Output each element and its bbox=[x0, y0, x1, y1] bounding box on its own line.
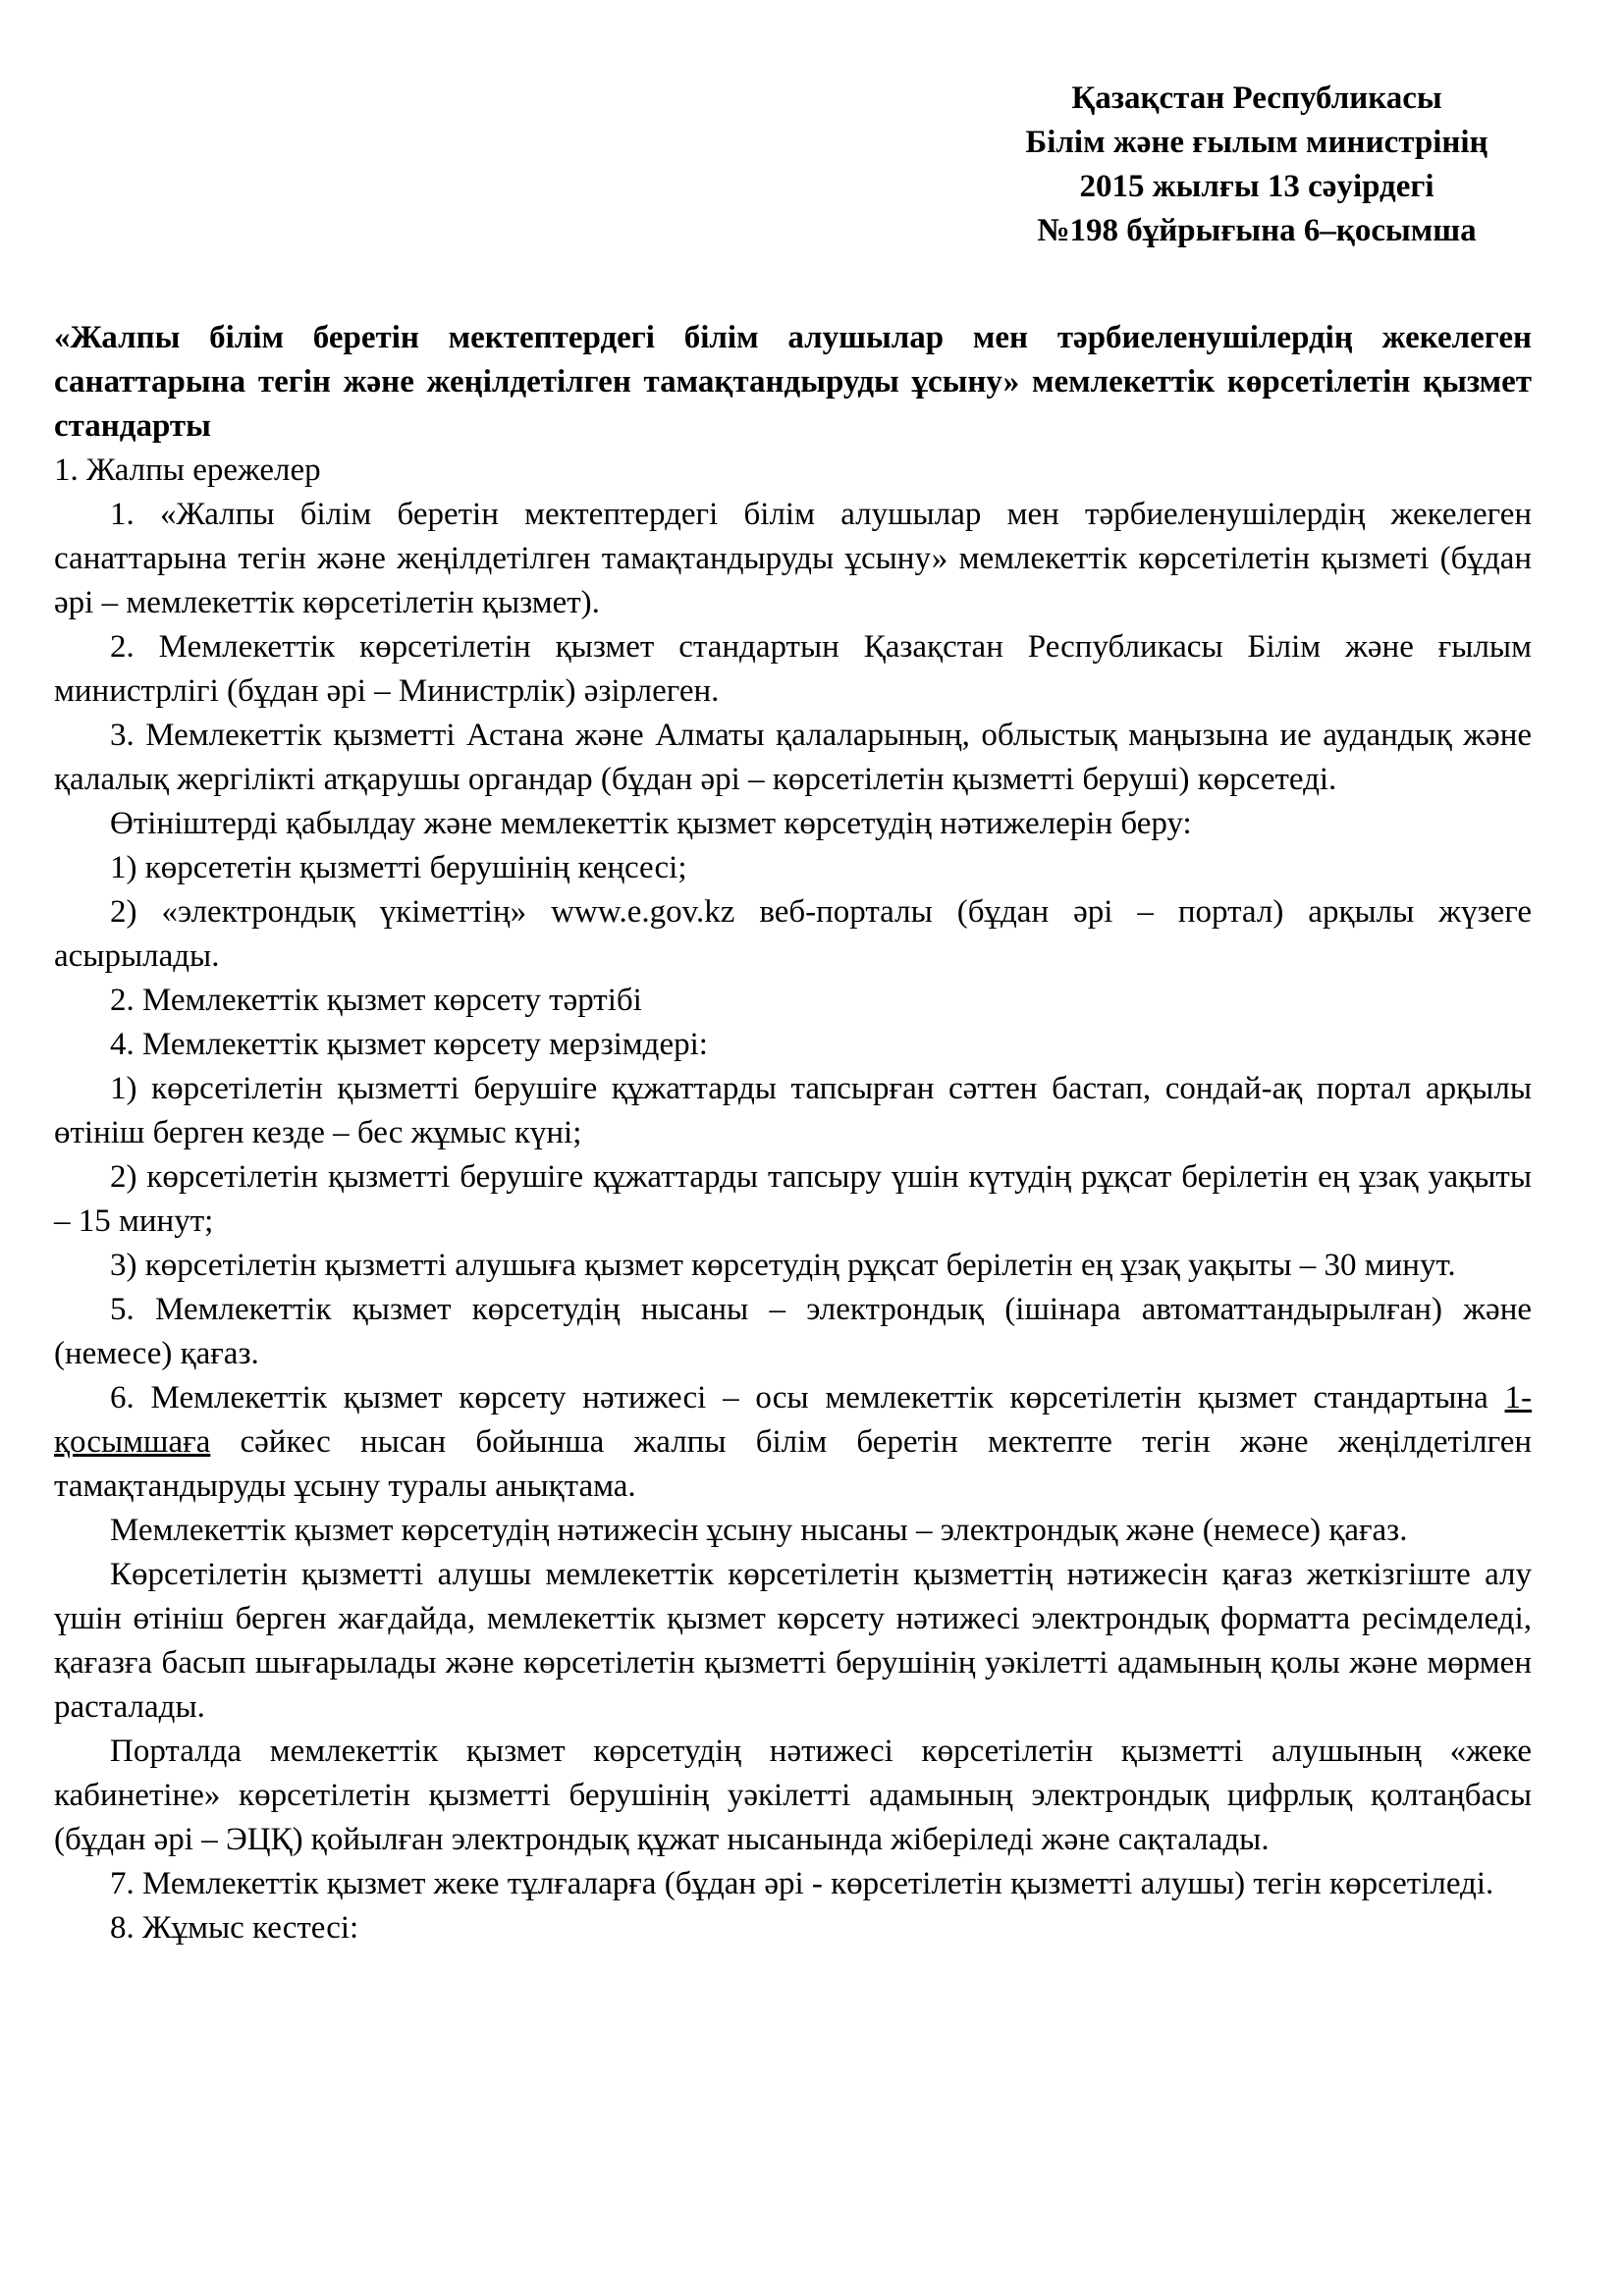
attribution-line-ministry: Білім және ғылым министрінің bbox=[1025, 125, 1488, 160]
document-title: «Жалпы білім беретін мектептердегі білім алушылар мен тәрбиеленушілердің жекелеген санаттарына тегін және жеңілдетілген тамақтандыруды ұсыну» мемлекеттік көрсетілетін қызмет стандарты bbox=[54, 320, 1532, 444]
para-channel-office: 1) көрсететін қызметті берушінің кеңсесі; bbox=[110, 850, 687, 885]
para-free-of-charge: 7. Мемлекеттік қызмет жеке тұлғаларға (бұдан әрі - көрсетілетін қызметті алушы) тегін көрсетіледі. bbox=[110, 1866, 1494, 1901]
section-2-heading: 2. Мемлекеттік қызмет көрсету тәртібі bbox=[110, 983, 642, 1018]
para-service-definition: 1. «Жалпы білім беретін мектептердегі білім алушылар мен тәрбиеленушілердің жекелеген санаттарына тегін және жеңілдетілген тамақтандыруды ұсыну» мемлекеттік көрсетілетін қызметі (бұдан әрі – мемлекеттік көрсетілетін қызмет). bbox=[54, 497, 1532, 620]
para-term-15-minutes: 2) көрсетілетін қызметті берушіге құжаттарды тапсыру үшін күтудің рұқсат берілетін ең ұзақ уақыты – 15 минут; bbox=[54, 1159, 1532, 1239]
attribution-line-date: 2015 жылғы 13 сәуірдегі bbox=[1079, 169, 1434, 204]
para-service-form: 5. Мемлекеттік қызмет көрсетудің нысаны – электрондық (ішінара автоматтандырылған) және (немесе) қағаз. bbox=[54, 1292, 1532, 1371]
para-result-form: Мемлекеттік қызмет көрсетудің нәтижесін ұсыну нысаны – электрондық және (немесе) қағаз. bbox=[110, 1513, 1408, 1548]
attribution-line-order-number: №198 бұйрығына 6–қосымша bbox=[1037, 213, 1477, 248]
para-service-result bbox=[54, 1376, 1532, 1509]
para-work-schedule: 8. Жұмыс кестесі: bbox=[110, 1910, 359, 1946]
para-service-provider: 3. Мемлекеттік қызметті Астана және Алматы қалаларының, облыстық маңызына ие аудандық және қалалық жергілікті атқарушы органдар (бұдан әрі – көрсетілетін қызметті беруші) көрсетеді. bbox=[54, 718, 1532, 797]
section-1-heading: 1. Жалпы ережелер bbox=[54, 453, 321, 488]
attribution-line-country: Қазақстан Республикасы bbox=[1071, 80, 1442, 116]
para-channel-portal: 2) «электрондық үкіметтің» www.e.gov.kz веб-порталы (бұдан әрі – портал) арқылы жүзеге асырылады. bbox=[54, 894, 1532, 974]
para-service-result-after: сәйкес нысан бойынша жалпы білім беретін мектепте тегін және жеңілдетілген тамақтандыруды ұсыну туралы анықтама. bbox=[54, 1424, 1532, 1504]
para-standard-developer: 2. Мемлекеттік көрсетілетін қызмет стандартын Қазақстан Республикасы Білім және ғылым министрлігі (бұдан әрі – Министрлік) әзірлеген. bbox=[54, 629, 1532, 709]
order-attribution bbox=[938, 77, 1576, 253]
para-paper-result: Көрсетілетін қызметті алушы мемлекеттік көрсетілетін қызметтің нәтижесін қағаз жеткізгіште алу үшін өтініш берген жағдайда, мемлекеттік қызмет көрсету нәтижесі электрондық форматта ресімделеді, қағазға басып шығарылады және көрсетілетін қызметті берушінің уәкілетті адамының қолы және мөрмен расталады. bbox=[54, 1557, 1532, 1725]
appendix-1-link[interactable]: 1-қосымшаға bbox=[54, 1380, 1532, 1460]
para-applications-intro: Өтініштерді қабылдау және мемлекеттік қызмет көрсетудің нәтижелерін беру: bbox=[110, 806, 1192, 841]
para-portal-result: Порталда мемлекеттік қызмет көрсетудің нәтижесі көрсетілетін қызметті алушының «жеке кабинетіне» көрсетілетін қызметті берушінің уәкілетті адамының электрондық цифрлық қолтаңбасы (бұдан әрі – ЭЦҚ) қойылған электрондық құжат нысанында жіберіледі және сақталады. bbox=[54, 1734, 1532, 1857]
para-term-five-days: 1) көрсетілетін қызметті берушіге құжаттарды тапсырған сәттен бастап, сондай-ақ портал арқылы өтініш берген кезде – бес жұмыс күні; bbox=[54, 1071, 1532, 1150]
para-terms-heading: 4. Мемлекеттік қызмет көрсету мерзімдері: bbox=[110, 1027, 708, 1062]
para-service-result-before: 6. Мемлекеттік қызмет көрсету нәтижесі – осы мемлекеттік көрсетілетін қызмет стандартына bbox=[110, 1380, 1505, 1415]
para-term-30-minutes: 3) көрсетілетін қызметті алушыға қызмет көрсетудің рұқсат берілетін ең ұзақ уақыты – 30 минут. bbox=[110, 1248, 1456, 1283]
